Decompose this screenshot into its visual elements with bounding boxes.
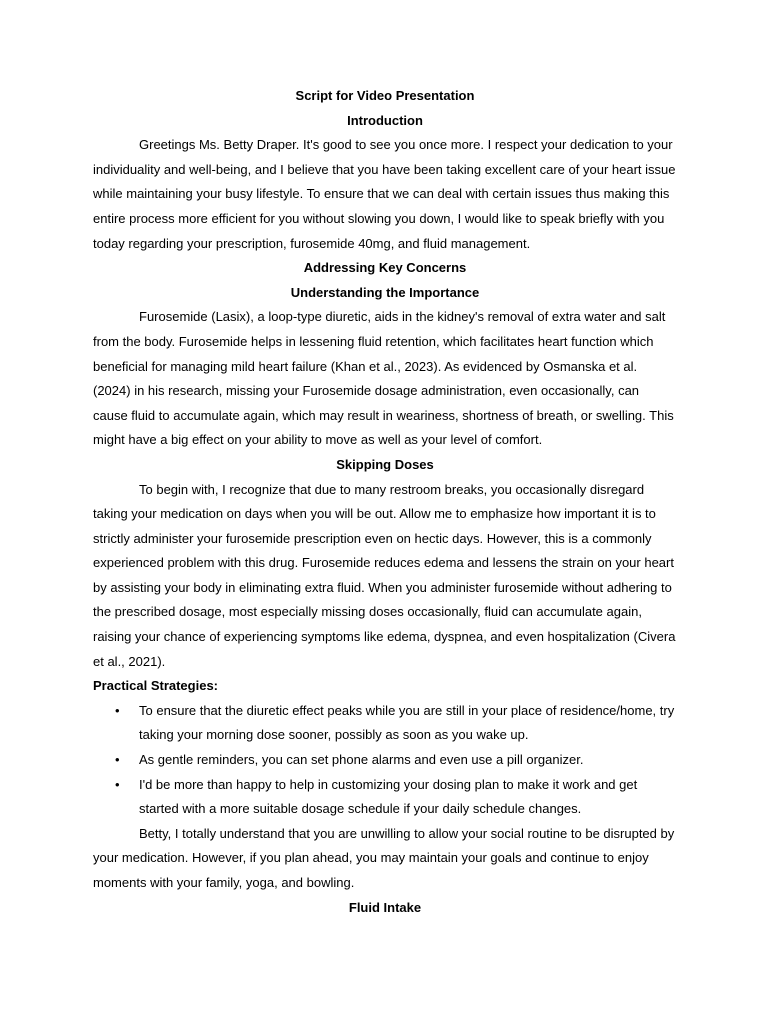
paragraph-skipping-doses: To begin with, I recognize that due to many restroom breaks, you occasionally disregard taking your medication on days when you will be out. Allow me to emphasize how important it is to strictly administer your furosemide prescription even on hectic days. However, this is a commonly experienced problem with this drug. Furosemide reduces edema and lessens the strain on your heart by assisting your body in eliminating extra fluid. When you administer furosemide without adhering to the prescribed dosage, most especially missing doses occasionally, fluid can accumulate again, raising your chance of experiencing symptoms like edema, dyspnea, and even hospitalization (Civera et al., 2021). [93, 481, 676, 669]
bullet-icon: • [115, 776, 120, 792]
heading-key-concerns: Addressing Key Concerns [303, 260, 467, 276]
bullet-icon: • [115, 752, 120, 768]
list-item-text: As gentle reminders, you can set phone alarms and even use a pill organizer. [139, 752, 584, 768]
document-title: Script for Video Presentation [295, 88, 475, 103]
paragraph-importance: Furosemide (Lasix), a loop-type diuretic, aids in the kidney's removal of extra water and salt from the body. Furosemide helps in lessening fluid retention, which facilitates heart function which beneficial for managing mild heart failure (Khan et al., 2023). As evidenced by Osmanska et al. (2024) in his research, missing your Furosemide dosage administration, even occasionally, can cause fluid to accumulate again, which may result in weariness, shortness of breath, or swelling. This might have a big effect on your ability to move as well as your level of comfort. [93, 309, 674, 448]
bullet-icon: • [115, 702, 120, 718]
list-item-text: I'd be more than happy to help in customizing your dosing plan to make it work and get started with a more suitable dosage schedule if your daily schedule changes. [139, 776, 638, 817]
document-page [93, 84, 677, 920]
strategies-list [93, 699, 677, 822]
heading-introduction: Introduction [347, 112, 423, 128]
heading-importance: Understanding the Importance [290, 284, 480, 300]
list-item-text: To ensure that the diuretic effect peaks while you are still in your place of residence/home, try taking your morning dose sooner, possibly as soon as you wake up. [139, 702, 675, 743]
heading-skipping-doses: Skipping Doses [336, 456, 434, 472]
list-item [93, 699, 677, 748]
paragraph-introduction: Greetings Ms. Betty Draper. It's good to see you once more. I respect your dedication to your individuality and well-being, and I believe that you have been taking excellent care of your heart issue while maintaining your busy lifestyle. To ensure that we can deal with certain issues thus making this entire process more efficient for you without slowing you down, I would like to speak briefly with you today regarding your prescription, furosemide 40mg, and fluid management. [93, 137, 676, 251]
label-practical-strategies: Practical Strategies: [93, 678, 219, 694]
list-item [93, 773, 677, 822]
paragraph-strategies-closing: Betty, I totally understand that you are unwilling to allow your social routine to be disrupted by your medication. However, if you plan ahead, you may maintain your goals and continue to enjoy moments with your family, yoga, and bowling. [93, 825, 675, 890]
list-item [93, 748, 677, 773]
heading-fluid-intake: Fluid Intake [348, 899, 422, 915]
